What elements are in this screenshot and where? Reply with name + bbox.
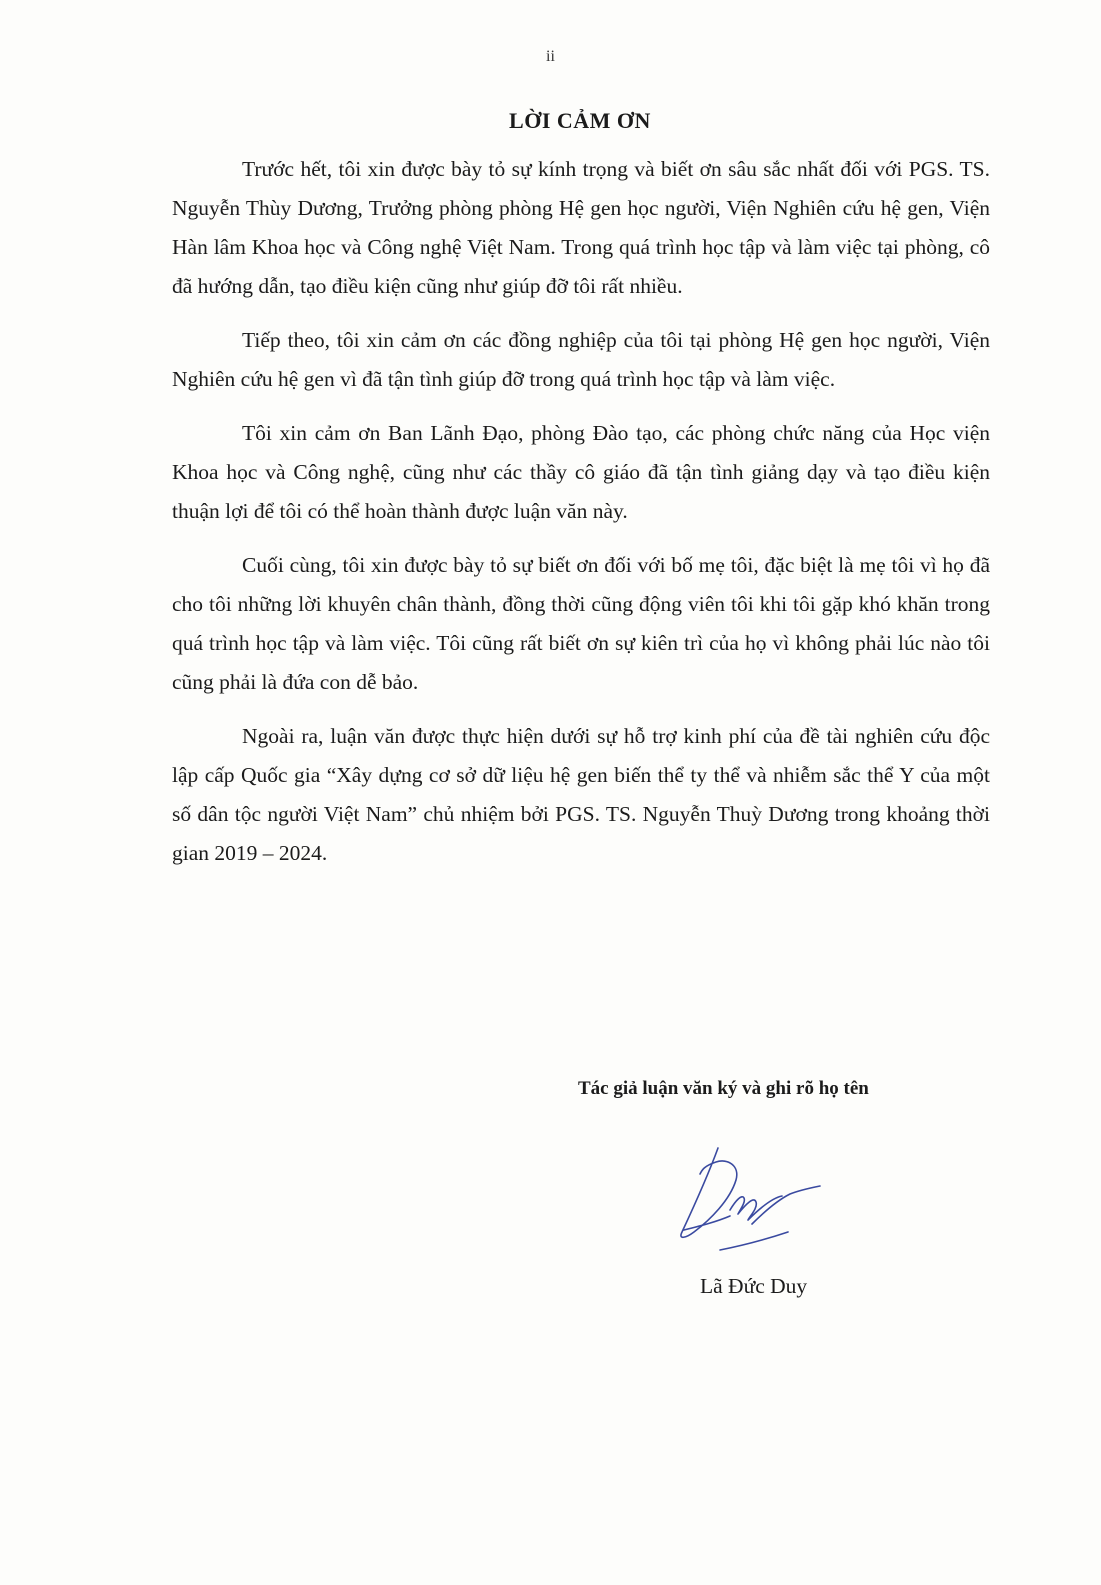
author-name: Lã Đức Duy (700, 1274, 808, 1298)
paragraph-4: Cuối cùng, tôi xin được bày tỏ sự biết ơn đối với bố mẹ tôi, đặc biệt là mẹ tôi vì họ đã cho tôi những lời khuyên chân thành, đồng thời cũng động viên tôi khi tôi gặp khó khăn trong quá trình học tập và làm việc. Tôi cũng rất biết ơn sự kiên trì của họ vì không phải lúc nào tôi cũng phải là đứa con dễ bảo. (172, 553, 990, 694)
page-number: ii (546, 48, 555, 65)
paragraph-3: Tôi xin cảm ơn Ban Lãnh Đạo, phòng Đào tạo, các phòng chức năng của Học viện Khoa học và Công nghệ, cũng như các thầy cô giáo đã tận tình giảng dạy và tạo điều kiện thuận lợi để tôi có thể hoàn thành được luận văn này. (172, 421, 990, 523)
paragraph-5: Ngoài ra, luận văn được thực hiện dưới sự hỗ trợ kinh phí của đề tài nghiên cứu độc lập cấp Quốc gia “Xây dựng cơ sở dữ liệu hệ gen biến thể ty thể và nhiễm sắc thể Y của một số dân tộc người Việt Nam” chủ nhiệm bởi PGS. TS. Nguyễn Thuỳ Dương trong khoảng thời gian 2019 – 2024. (172, 724, 990, 865)
paragraph-2: Tiếp theo, tôi xin cảm ơn các đồng nghiệp của tôi tại phòng Hệ gen học người, Viện Nghiên cứu hệ gen vì đã tận tình giúp đỡ trong quá trình học tập và làm việc. (172, 328, 990, 391)
signature-caption: Tác giả luận văn ký và ghi rõ họ tên (578, 1078, 869, 1099)
acknowledgement-body (172, 150, 990, 888)
page-title: LỜI CẢM ƠN (509, 108, 651, 133)
paragraph-1: Trước hết, tôi xin được bày tỏ sự kính trọng và biết ơn sâu sắc nhất đối với PGS. TS. Nguyễn Thùy Dương, Trưởng phòng phòng Hệ gen học người, Viện Nghiên cứu hệ gen, Viện Hàn lâm Khoa học và Công nghệ Việt Nam. Trong quá trình học tập và làm việc tại phòng, cô đã hướng dẫn, tạo điều kiện cũng như giúp đỡ tôi rất nhiều. (172, 157, 990, 298)
handwritten-signature (660, 1140, 840, 1260)
